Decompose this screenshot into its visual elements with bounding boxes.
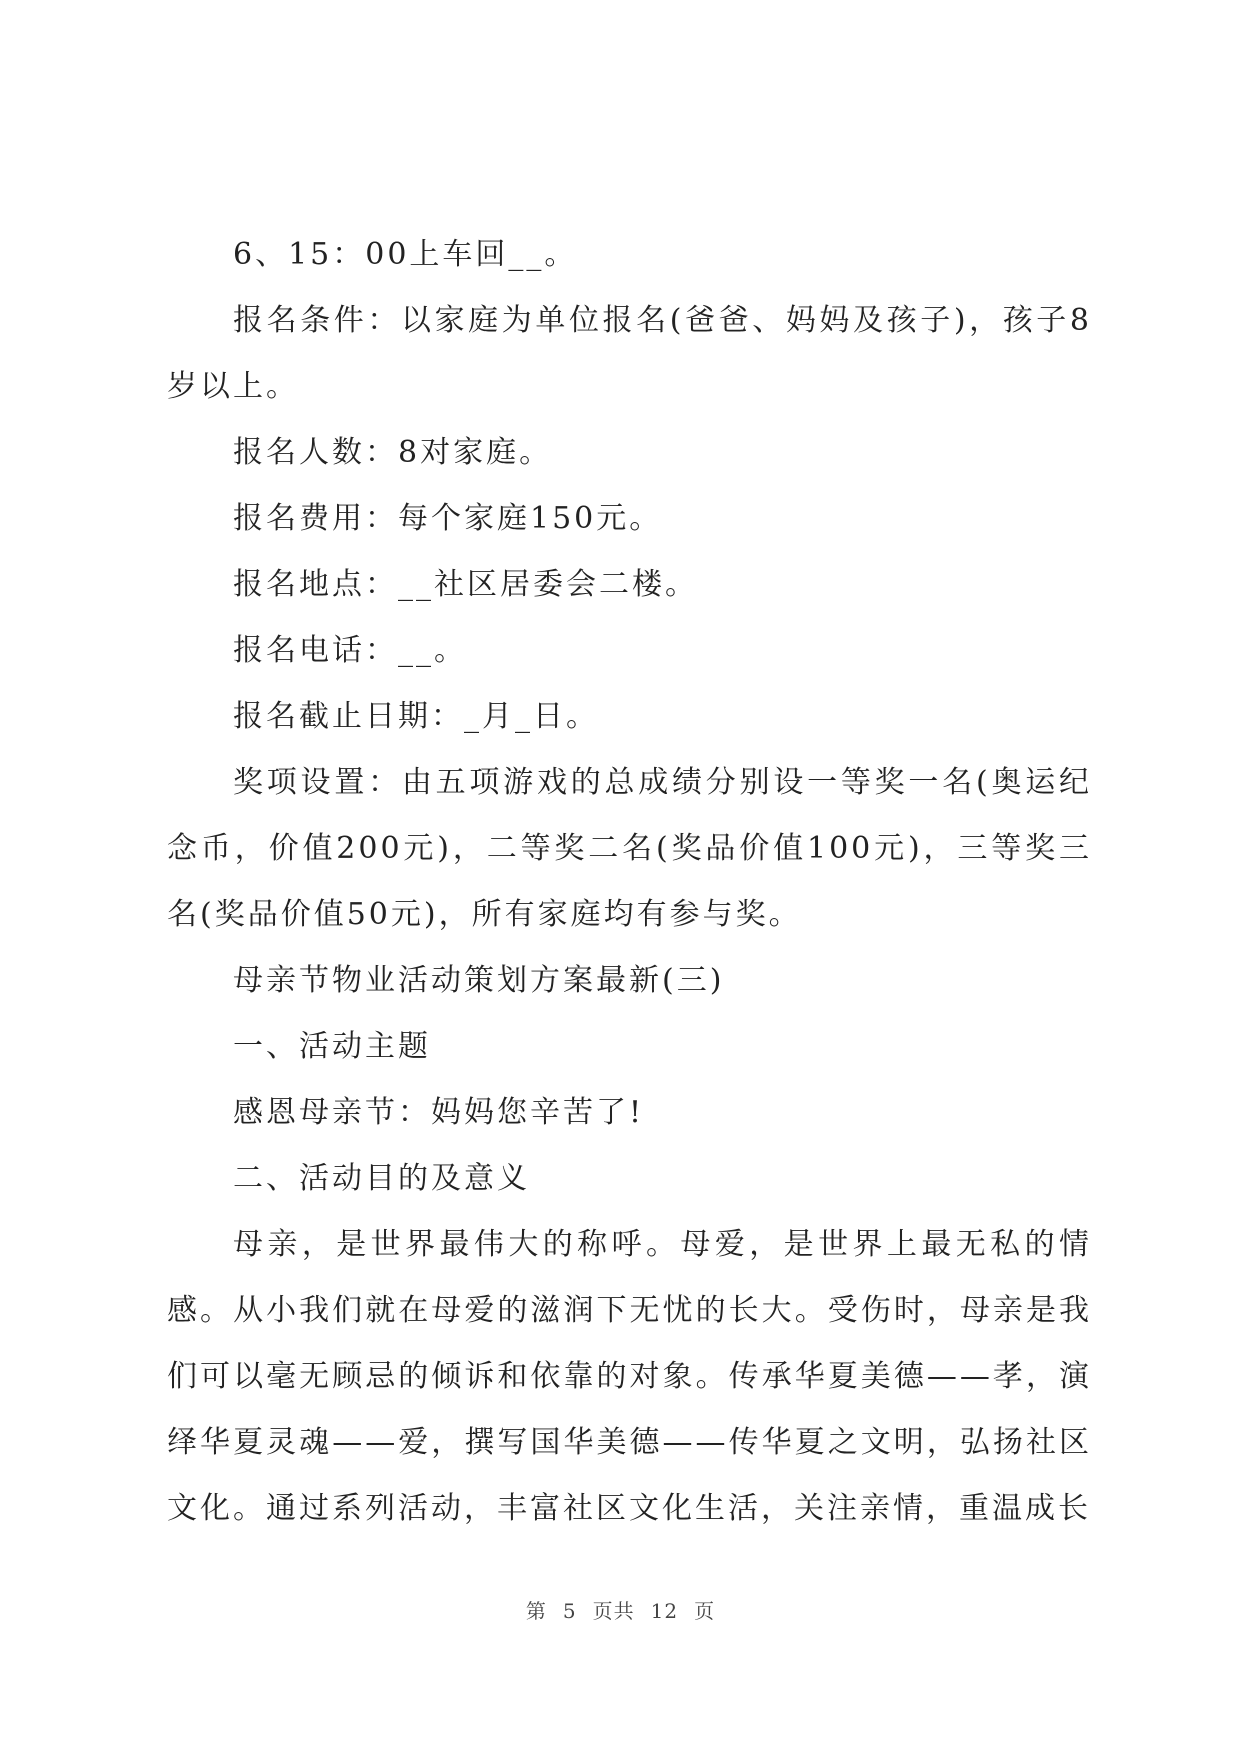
paragraph-registration-location: 报名地点：__社区居委会二楼。 — [233, 567, 698, 602]
paragraph-awards: 奖项设置：由五项游戏的总成绩分别设一等奖一名(奥运纪念币，价值200元)，二等奖二名(奖品价值100元)，三等奖三名(奖品价值50元)，所有家庭均有参与奖。 — [167, 765, 1092, 932]
paragraph-registration-count: 报名人数：8对家庭。 — [233, 435, 553, 470]
paragraph-registration-deadline: 报名截止日期：_月_日。 — [233, 699, 599, 734]
footer-current-page: 5 — [562, 1599, 577, 1623]
paragraph-registration-phone: 报名电话：__。 — [233, 633, 467, 668]
paragraph-purpose: 母亲，是世界最伟大的称呼。母爱，是世界上最无私的情感。从小我们就在母爱的滋润下无忧的长大。受伤时，母亲是我们可以毫无顾忌的倾诉和依靠的对象。传承华夏美德——孝，演绎华夏灵魂——爱，撰写国华美德——传华夏之文明，弘扬社区文化。通过系列活动，丰富社区文化生活，关注亲情，重温成长 — [167, 1227, 1092, 1526]
heading-activity-theme: 一、活动主题 — [233, 1029, 431, 1064]
paragraph-registration-conditions: 报名条件：以家庭为单位报名(爸爸、妈妈及孩子)，孩子8岁以上。 — [167, 303, 1092, 404]
footer-total-pages: 12 — [650, 1599, 679, 1623]
page-footer — [0, 1598, 1241, 1624]
paragraph-theme: 感恩母亲节：妈妈您辛苦了! — [233, 1095, 645, 1130]
section-title-plan-three: 母亲节物业活动策划方案最新(三) — [233, 963, 725, 998]
footer-middle: 页共 — [592, 1599, 635, 1623]
document-body — [167, 222, 1092, 1542]
paragraph-schedule-return: 6、15：00上车回__。 — [233, 237, 578, 272]
footer-suffix: 页 — [694, 1599, 716, 1623]
paragraph-registration-fee: 报名费用：每个家庭150元。 — [233, 501, 663, 536]
heading-activity-purpose: 二、活动目的及意义 — [233, 1161, 530, 1196]
footer-prefix: 第 — [525, 1599, 547, 1623]
